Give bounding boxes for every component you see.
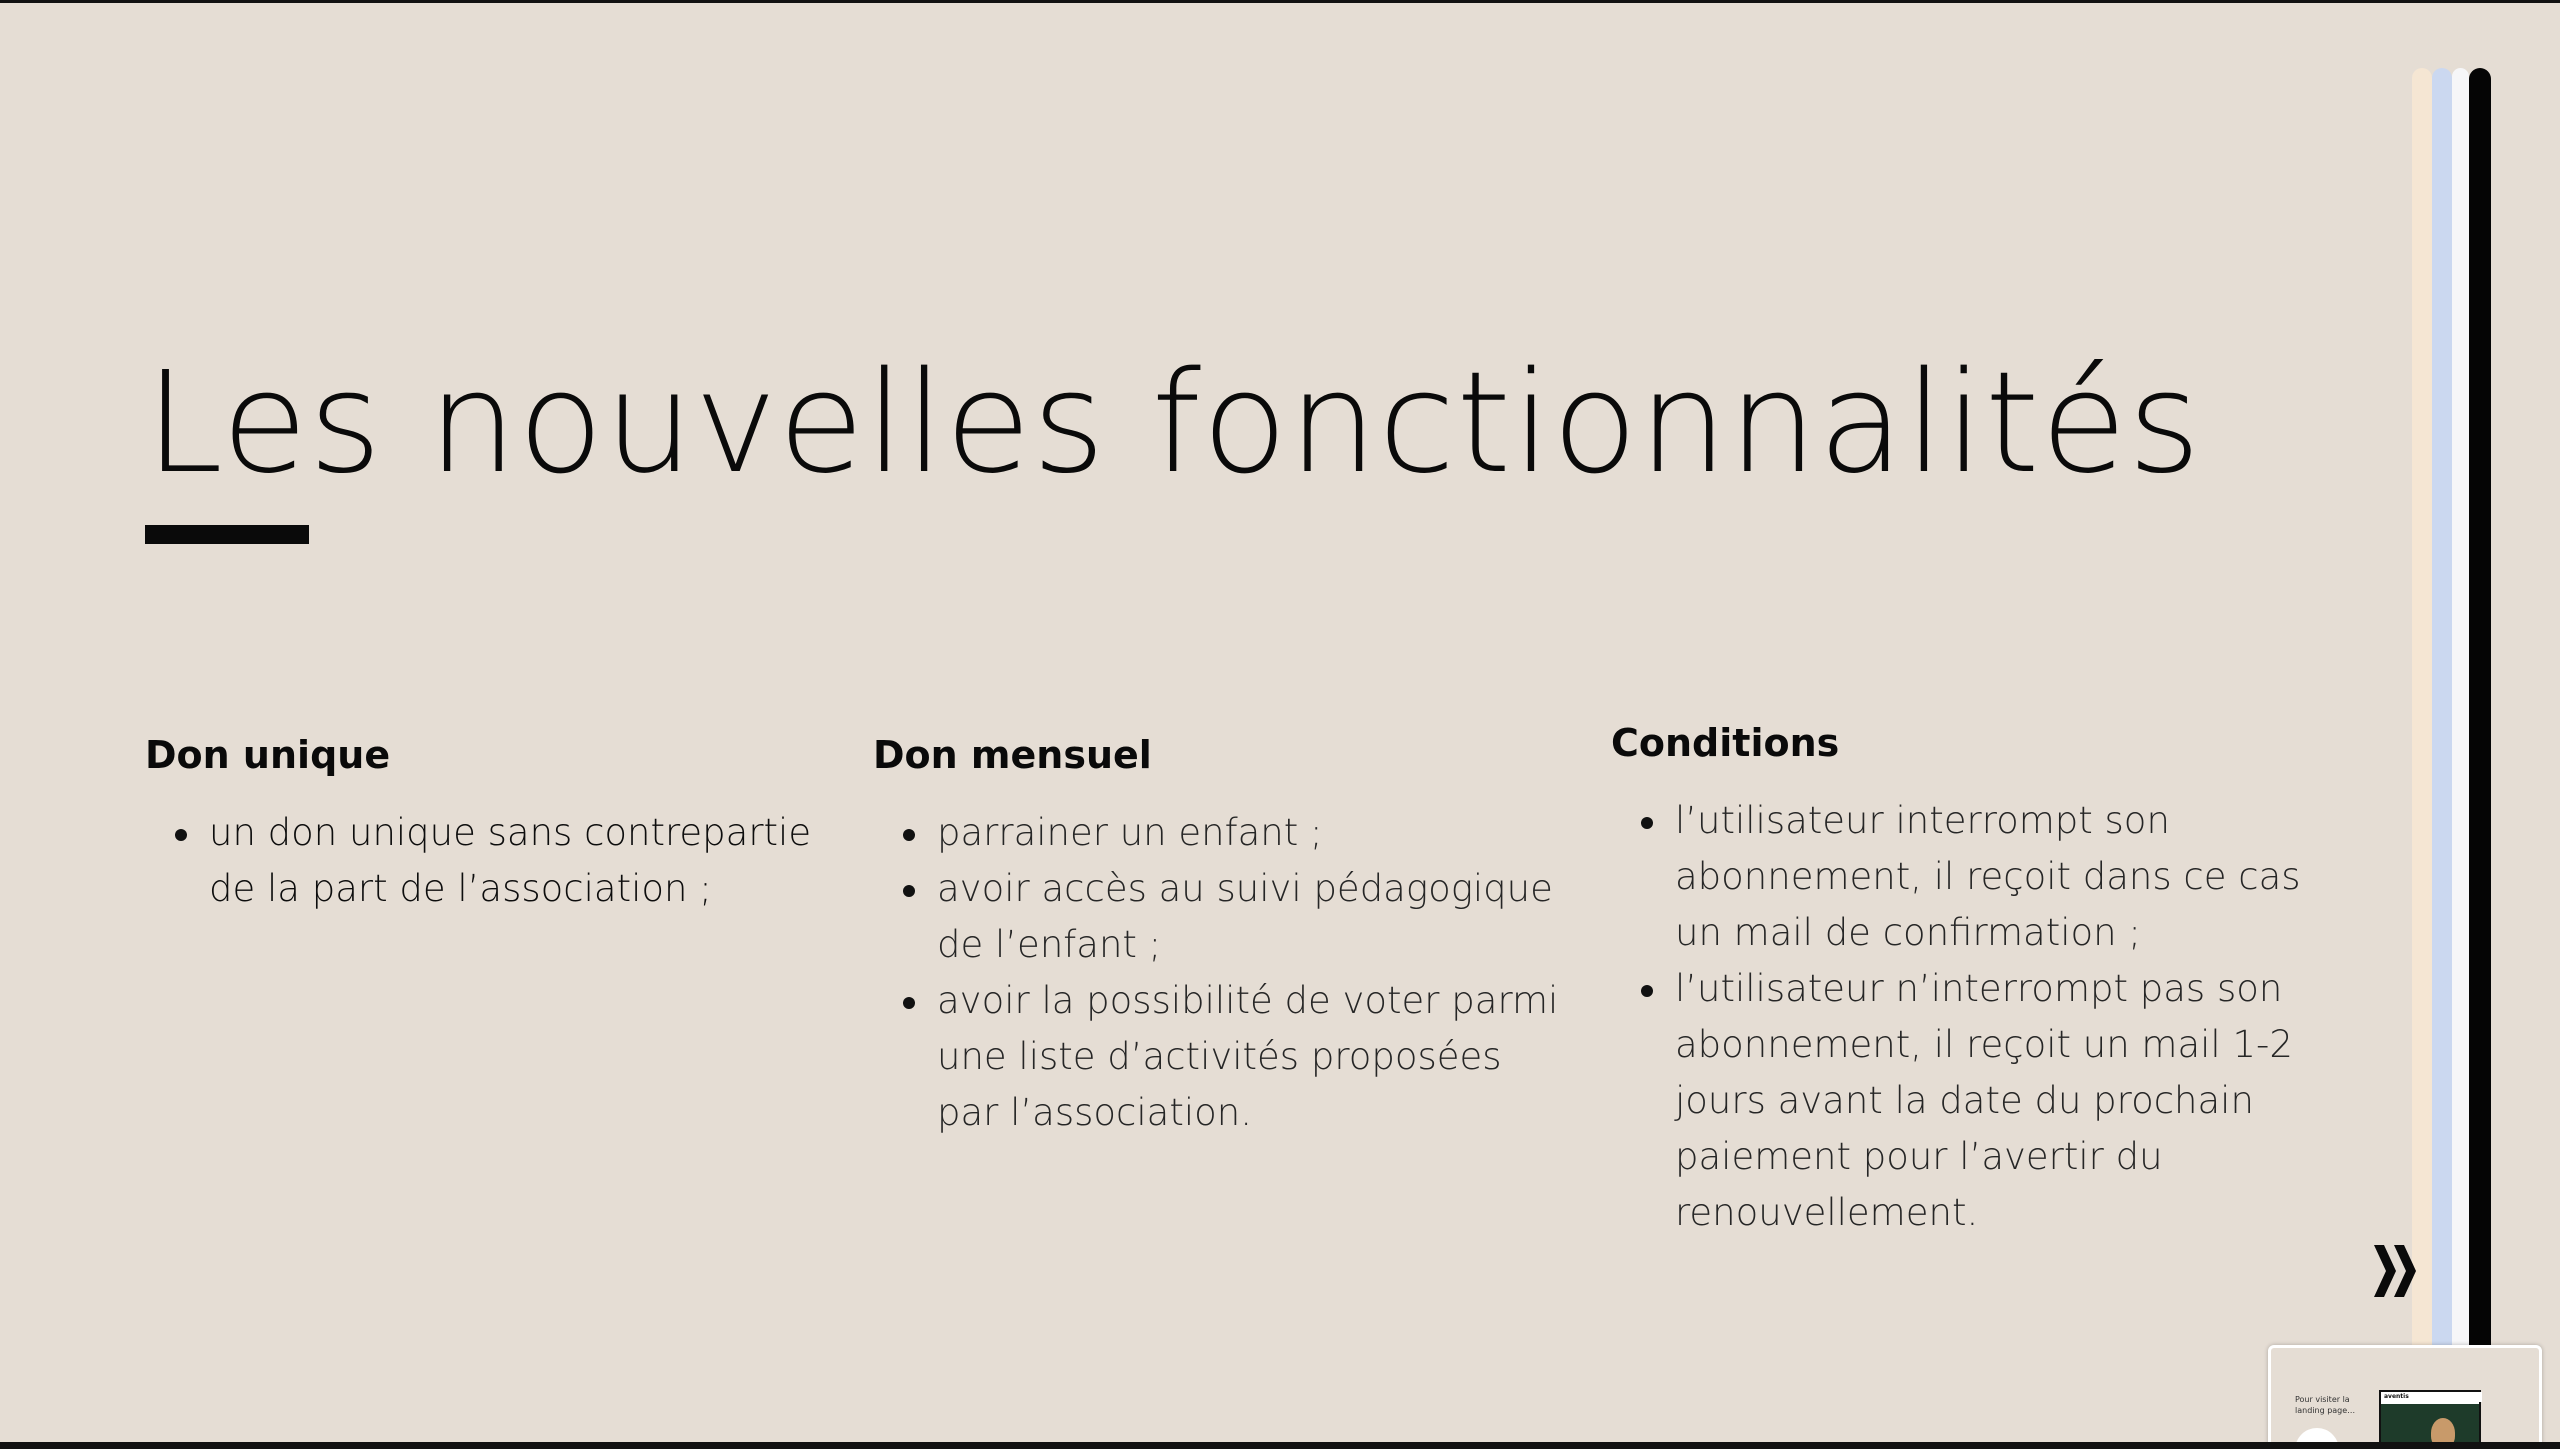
list-item	[1675, 961, 2351, 1241]
thumbnail-face	[2431, 1418, 2455, 1442]
column-don-mensuel	[873, 733, 1573, 1141]
column-heading: Conditions	[1611, 721, 1840, 765]
next-slide-button[interactable]	[2372, 1243, 2420, 1299]
bullet-icon	[175, 829, 187, 841]
bullet-icon	[903, 997, 915, 1009]
list-item	[937, 861, 1573, 973]
list-item-text: un don unique sans contrepartie de la part de l’association ;	[209, 810, 812, 910]
decorative-stripe-white	[2452, 68, 2469, 1368]
slide	[0, 3, 2560, 1442]
next-slide-thumbnail[interactable]	[2268, 1345, 2542, 1442]
bullet-list	[1611, 793, 2351, 1241]
bullet-icon	[1641, 817, 1653, 829]
decorative-stripe-black	[2469, 68, 2491, 1368]
double-chevron-right-icon	[2372, 1243, 2420, 1299]
bullet-icon	[1641, 985, 1653, 997]
thumbnail-text: Pour visiter la landing page…	[2295, 1395, 2356, 1415]
column-heading: Don unique	[145, 733, 391, 777]
list-item	[209, 805, 835, 917]
thumbnail-circle	[2295, 1428, 2339, 1442]
list-item	[937, 973, 1573, 1141]
bullet-list	[145, 805, 835, 917]
thumbnail-screenshot	[2379, 1390, 2481, 1442]
thumbnail-brand: aventis	[2381, 1392, 2482, 1402]
list-item	[1675, 793, 2351, 961]
column-don-unique	[145, 733, 835, 917]
slide-title: Les nouvelles fonctionnalités	[145, 342, 2202, 505]
decorative-stripe-blue	[2432, 68, 2452, 1368]
thumbnail-photo	[2381, 1404, 2479, 1442]
list-item-text: avoir la possibilité de voter parmi une liste d’activités proposées par l’association.	[937, 978, 1559, 1134]
bullet-icon	[903, 885, 915, 897]
bullet-list	[873, 805, 1573, 1141]
list-item-text: parrainer un enfant ;	[937, 810, 1323, 854]
column-conditions	[1611, 721, 2351, 1241]
bullet-icon	[903, 829, 915, 841]
column-heading: Don mensuel	[873, 733, 1152, 777]
list-item-text: l’utilisateur interrompt son abonnement, il reçoit dans ce cas un mail de confirmation ;	[1675, 798, 2301, 954]
title-underline	[145, 525, 309, 544]
list-item-text: avoir accès au suivi pédagogique de l’enfant ;	[937, 866, 1553, 966]
decorative-stripe-peach	[2412, 68, 2432, 1368]
list-item-text: l’utilisateur n’interrompt pas son abonnement, il reçoit un mail 1-2 jours avant la date du prochain paiement pour l’avertir du renouvellement.	[1675, 966, 2293, 1234]
list-item	[937, 805, 1573, 861]
